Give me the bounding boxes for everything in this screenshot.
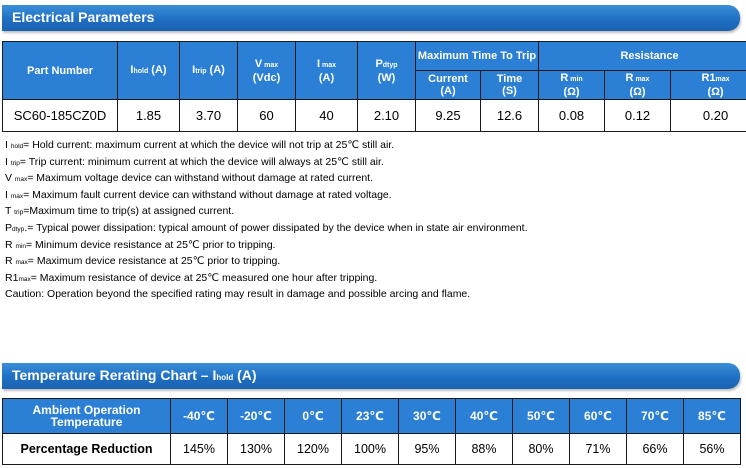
electrical-parameters-title: Electrical Parameters [12, 9, 155, 25]
percentage-cell: 120% [285, 434, 342, 465]
cell-rmin: 0.08 [539, 100, 605, 132]
cell-itrip: 3.70 [180, 100, 238, 132]
header-ihold: Ihold (A) [118, 42, 180, 100]
temp-header: 50℃ [513, 399, 570, 434]
header-time: Time (S) [481, 71, 539, 100]
temp-header: 30℃ [399, 399, 456, 434]
header-itrip: Itrip (A) [180, 42, 238, 100]
cell-r1max: 0.20 [671, 100, 746, 132]
header-rmin: R min (Ω) [539, 71, 605, 100]
temp-header: 23℃ [342, 399, 399, 434]
caution-note: Caution: Operation beyond the specified rating may result in damage and possible arcing and flame. [5, 288, 471, 301]
header-pdtyp: Pdtyp (W) [358, 42, 416, 100]
cell-ihold: 1.85 [118, 100, 180, 132]
cell-rmax: 0.12 [605, 100, 671, 132]
percentage-cell: 80% [513, 434, 570, 465]
header-resistance: Resistance [539, 42, 746, 71]
note-line: T trip=Maximum time to trip(s) at assigned current. [5, 205, 235, 218]
header-max-time-to-trip: Maximum Time To Trip [416, 42, 539, 71]
temp-header: 70℃ [627, 399, 684, 434]
note-line: Pdtyp.= Typical power dissipation: typical amount of power dissipated by the device when in state air environment. [5, 221, 528, 234]
temperature-header-row [3, 399, 741, 434]
percentage-row [3, 434, 741, 465]
note-line: I hold= Hold current: maximum current at which the device will not trip at 25℃ still air. [5, 139, 395, 151]
header-rmax: R max (Ω) [605, 71, 671, 100]
temp-header: -20℃ [228, 399, 285, 434]
note-line: R min= Minimum device resistance at 25℃ prior to tripping. [5, 238, 276, 251]
header-imax: I max (A) [296, 42, 358, 100]
percentage-cell: 56% [684, 434, 741, 465]
cell-pdtyp: 2.10 [358, 100, 416, 132]
cell-vmax: 60 [238, 100, 296, 132]
electrical-parameters-table [2, 41, 746, 132]
temp-header: 85℃ [684, 399, 741, 434]
header-part-number: Part Number [3, 42, 118, 100]
temp-header: 0℃ [285, 399, 342, 434]
note-line: V max= Maximum voltage device can withstand without damage at rated current. [5, 172, 374, 185]
temperature-rerating-header [2, 363, 740, 389]
temp-header: 40℃ [456, 399, 513, 434]
cell-current: 9.25 [416, 100, 481, 132]
percentage-cell: 66% [627, 434, 684, 465]
table-row [3, 100, 746, 132]
header-vmax: V max (Vdc) [238, 42, 296, 100]
temp-header: -40℃ [171, 399, 228, 434]
cell-time: 12.6 [481, 100, 539, 132]
percentage-cell: 88% [456, 434, 513, 465]
note-line: R1max= Maximum resistance of device at 25℃ measured one hour after tripping. [5, 271, 378, 284]
header-ambient-temperature: Ambient Operation Temperature [3, 399, 171, 434]
percentage-cell: 100% [342, 434, 399, 465]
note-line: I max= Maximum fault current device can withstand without damage at rated voltage. [5, 188, 392, 201]
note-line: I trip= Trip current: minimum current at which the device will always at 25℃ still air. [5, 155, 384, 168]
definitions-notes [5, 138, 528, 302]
header-r1max: R1max (Ω) [671, 71, 746, 100]
percentage-cell: 145% [171, 434, 228, 465]
percentage-cell: 130% [228, 434, 285, 465]
row-label-percentage-reduction: Percentage Reduction [3, 434, 171, 465]
cell-part-number: SC60-185CZ0D [3, 100, 118, 132]
percentage-cell: 71% [570, 434, 627, 465]
temp-header: 60℃ [570, 399, 627, 434]
percentage-cell: 95% [399, 434, 456, 465]
note-line: R max= Maximum device resistance at 25℃ prior to tripping. [5, 255, 281, 268]
cell-imax: 40 [296, 100, 358, 132]
temperature-rerating-table [2, 398, 741, 465]
header-current: Current (A) [416, 71, 481, 100]
electrical-parameters-header [2, 5, 740, 31]
temperature-rerating-title: Temperature Rerating Chart – Ihold (A) [12, 367, 257, 383]
